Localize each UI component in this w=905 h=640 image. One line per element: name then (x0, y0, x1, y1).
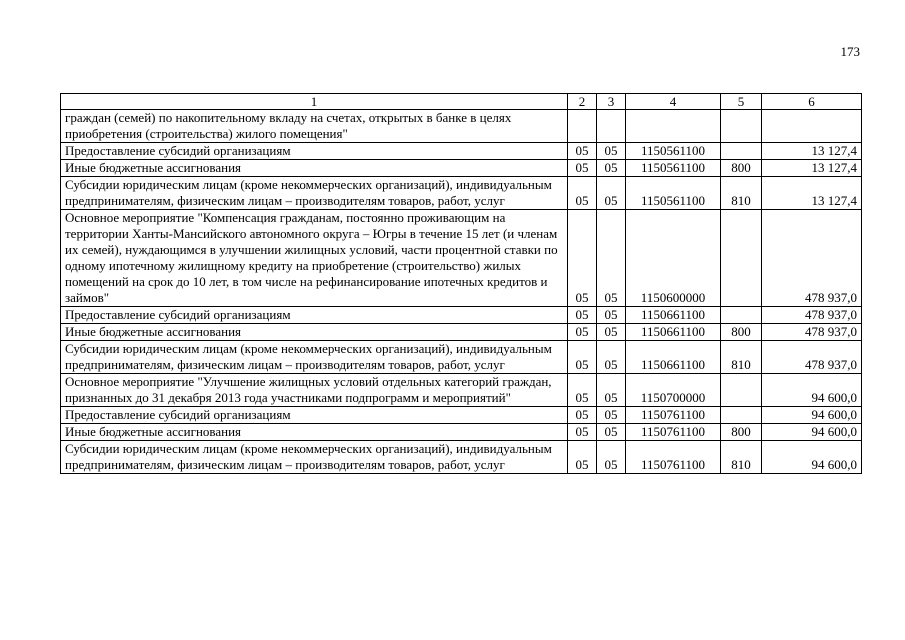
amount-cell: 94 600,0 (762, 441, 862, 474)
subsection-code-cell: 05 (597, 424, 626, 441)
table-row (61, 324, 862, 341)
row-name-cell: Субсидии юридическим лицам (кроме некоммерческих организаций), индивидуальным предпринимателям, физическим лицам – производителям товаров, работ, услуг (61, 177, 568, 210)
table-header-row (61, 94, 862, 110)
table-row (61, 177, 862, 210)
expense-type-cell (721, 143, 762, 160)
section-code-cell: 05 (568, 177, 597, 210)
target-article-cell: 1150600000 (626, 210, 721, 307)
target-article-cell: 1150661100 (626, 307, 721, 324)
subsection-code-cell: 05 (597, 307, 626, 324)
amount-cell: 94 600,0 (762, 374, 862, 407)
subsection-code-cell (597, 110, 626, 143)
expense-type-cell (721, 374, 762, 407)
amount-cell: 94 600,0 (762, 424, 862, 441)
subsection-code-cell: 05 (597, 441, 626, 474)
expense-type-cell: 800 (721, 424, 762, 441)
target-article-cell: 1150561100 (626, 143, 721, 160)
column-header: 2 (568, 94, 597, 110)
expense-type-cell (721, 110, 762, 143)
expense-type-cell: 810 (721, 177, 762, 210)
expense-type-cell (721, 407, 762, 424)
table-row (61, 143, 862, 160)
section-code-cell: 05 (568, 441, 597, 474)
amount-cell: 13 127,4 (762, 160, 862, 177)
amount-cell: 478 937,0 (762, 324, 862, 341)
section-code-cell: 05 (568, 424, 597, 441)
target-article-cell: 1150761100 (626, 441, 721, 474)
row-name-cell: Иные бюджетные ассигнования (61, 324, 568, 341)
section-code-cell: 05 (568, 210, 597, 307)
section-code-cell: 05 (568, 307, 597, 324)
amount-cell: 13 127,4 (762, 177, 862, 210)
amount-cell: 94 600,0 (762, 407, 862, 424)
row-name-cell: Основное мероприятие "Компенсация гражданам, постоянно проживающим на территории Ханты-Мансийского автономного округа – Югры в течение 15 лет (и членам их семей), нуждающимся в улучшении жилищных условий, части процентной ставки по одному ипотечному жилищному кредиту на приобретение (строительство) жилых помещений на срок до 10 лет, в том числе на рефинансирование ипотечных кредитов и займов" (61, 210, 568, 307)
section-code-cell: 05 (568, 324, 597, 341)
budget-table (60, 93, 862, 474)
amount-cell: 478 937,0 (762, 307, 862, 324)
target-article-cell: 1150561100 (626, 160, 721, 177)
column-header: 6 (762, 94, 862, 110)
section-code-cell: 05 (568, 407, 597, 424)
expense-type-cell: 810 (721, 441, 762, 474)
row-name-cell: Предоставление субсидий организациям (61, 407, 568, 424)
column-header: 4 (626, 94, 721, 110)
target-article-cell: 1150700000 (626, 374, 721, 407)
column-header: 5 (721, 94, 762, 110)
table-row (61, 407, 862, 424)
amount-cell: 478 937,0 (762, 341, 862, 374)
row-name-cell: Предоставление субсидий организациям (61, 307, 568, 324)
section-code-cell: 05 (568, 143, 597, 160)
table-row (61, 210, 862, 307)
expense-type-cell: 800 (721, 160, 762, 177)
table-row (61, 424, 862, 441)
column-header: 1 (61, 94, 568, 110)
row-name-cell: Иные бюджетные ассигнования (61, 424, 568, 441)
subsection-code-cell: 05 (597, 407, 626, 424)
section-code-cell: 05 (568, 160, 597, 177)
target-article-cell: 1150561100 (626, 177, 721, 210)
expense-type-cell: 810 (721, 341, 762, 374)
row-name-cell: граждан (семей) по накопительному вкладу на счетах, открытых в банке в целях приобретения (строительства) жилого помещения" (61, 110, 568, 143)
page-number: 173 (840, 44, 860, 59)
table-row (61, 307, 862, 324)
section-code-cell: 05 (568, 374, 597, 407)
target-article-cell: 1150661100 (626, 324, 721, 341)
subsection-code-cell: 05 (597, 210, 626, 307)
expense-type-cell (721, 307, 762, 324)
row-name-cell: Субсидии юридическим лицам (кроме некоммерческих организаций), индивидуальным предпринимателям, физическим лицам – производителям товаров, работ, услуг (61, 441, 568, 474)
target-article-cell (626, 110, 721, 143)
section-code-cell: 05 (568, 341, 597, 374)
table-row (61, 341, 862, 374)
subsection-code-cell: 05 (597, 374, 626, 407)
subsection-code-cell: 05 (597, 341, 626, 374)
amount-cell (762, 110, 862, 143)
amount-cell: 13 127,4 (762, 143, 862, 160)
section-code-cell (568, 110, 597, 143)
table-row (61, 374, 862, 407)
subsection-code-cell: 05 (597, 177, 626, 210)
row-name-cell: Основное мероприятие "Улучшение жилищных условий отдельных категорий граждан, признанных до 31 декабря 2013 года участниками подпрограмм и мероприятий" (61, 374, 568, 407)
table-row (61, 441, 862, 474)
table-row (61, 110, 862, 143)
amount-cell: 478 937,0 (762, 210, 862, 307)
expense-type-cell (721, 210, 762, 307)
target-article-cell: 1150661100 (626, 341, 721, 374)
column-header: 3 (597, 94, 626, 110)
subsection-code-cell: 05 (597, 160, 626, 177)
row-name-cell: Предоставление субсидий организациям (61, 143, 568, 160)
subsection-code-cell: 05 (597, 324, 626, 341)
row-name-cell: Иные бюджетные ассигнования (61, 160, 568, 177)
target-article-cell: 1150761100 (626, 407, 721, 424)
target-article-cell: 1150761100 (626, 424, 721, 441)
expense-type-cell: 800 (721, 324, 762, 341)
table-row (61, 160, 862, 177)
subsection-code-cell: 05 (597, 143, 626, 160)
row-name-cell: Субсидии юридическим лицам (кроме некоммерческих организаций), индивидуальным предпринимателям, физическим лицам – производителям товаров, работ, услуг (61, 341, 568, 374)
